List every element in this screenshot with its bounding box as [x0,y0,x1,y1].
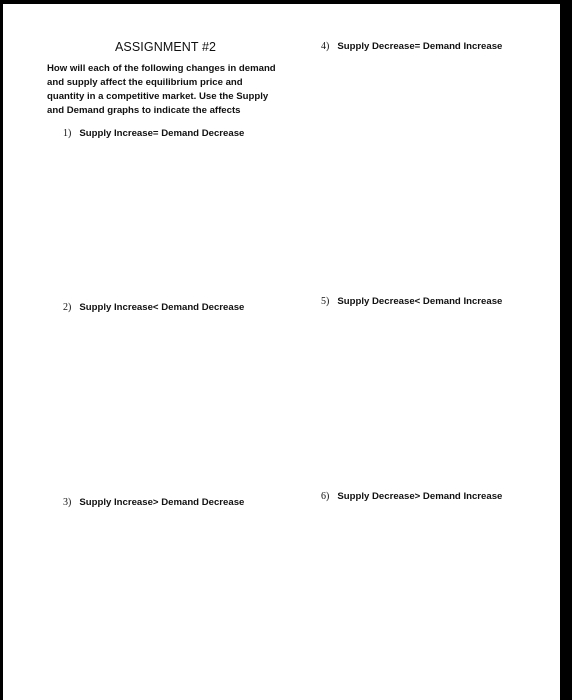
question-number: 4) [321,41,330,52]
question-text: Supply Increase< Demand Decrease [79,302,245,313]
question-number: 6) [321,491,330,502]
question-number: 3) [63,497,72,508]
window-edge [560,0,572,700]
question-6 [321,491,502,502]
question-5 [321,296,502,307]
question-4 [321,41,502,52]
question-2 [63,302,244,313]
question-text: Supply Decrease> Demand Increase [337,491,503,502]
question-text: Supply Increase= Demand Decrease [79,128,245,139]
question-text: Supply Decrease= Demand Increase [337,41,503,52]
question-3 [63,497,244,508]
question-1 [63,128,244,139]
assignment-instructions: How will each of the following changes in demand and supply affect the equilibrium price and quantity in a competitive market. Use the Supply and Demand graphs to indicate the affects [47,63,276,116]
question-text: Supply Decrease< Demand Increase [337,296,503,307]
question-number: 2) [63,302,72,313]
assignment-title: ASSIGNMENT #2 [115,40,217,54]
question-text: Supply Increase> Demand Decrease [79,497,245,508]
question-number: 1) [63,128,72,139]
question-number: 5) [321,296,330,307]
